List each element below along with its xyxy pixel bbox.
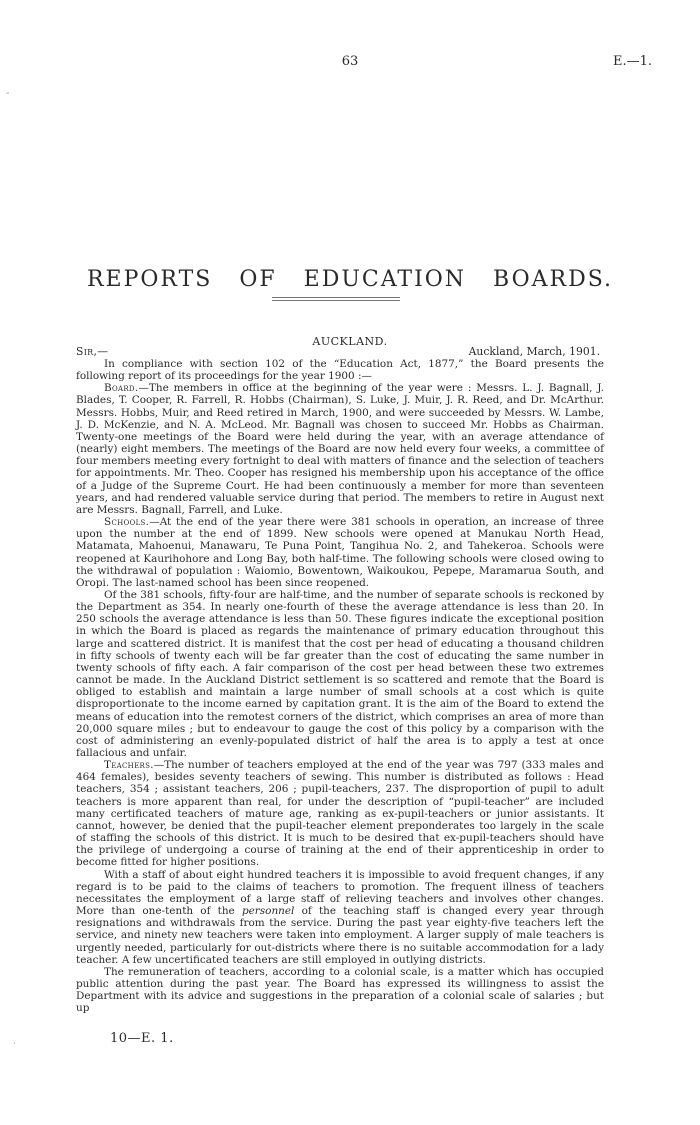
staff-italic: personnel xyxy=(241,905,295,918)
staff-paragraph xyxy=(76,869,604,966)
staff-text-a: With a staff of about eight hundred teachers it is impossible to avoid frequent changes, if any regard is to be paid to the claims of teachers to promotion. The frequent illness of teachers necessitates the employment of a large staff of relieving teachers and involves other changes. More than one-tenth of the xyxy=(76,868,604,918)
document-reference: E.—1. xyxy=(612,54,652,69)
salutation-line xyxy=(76,345,604,359)
teachers-text: —The number of teachers employed at the end of the year was 797 (333 males and 464 females), besides seventy teachers of sewing. This number is distributed as follows : Head teachers, 354 ; assistant teachers, 206 ; pupil-teachers, 237. The disproportion of pupil to adult teachers is more apparent than real, for under the description of “pupil-teacher” are included many certificated teachers of mature age, ranking as ex-pupil-teachers or junior assistants. It cannot, however, be denied that the pupil-teacher element preponderates too largely in the scale of staffing the schools of this district. It is much to be desired that ex-pupil-teachers should have the privilege of undergoing a course of training at the end of their apprenticeship in order to become fitted for higher positions. xyxy=(76,759,604,869)
title-rule xyxy=(272,300,400,301)
board-text: —The members in office at the beginning of the year were : Messrs. L. J. Bagnall, J. Blades, T. Cooper, R. Farrell, R. Hobbs (Chairman), S. Luke, J. Muir, J. R. Reed, and Dr. McArthur. Messrs. Hobbs, Muir, and Reed retired in March, 1900, and were succeeded by Messrs. W. Lambe, J. D. McKenzie, and N. A. McLeod. Mr. Bagnall was chosen to succeed Mr. Hobbs as Chairman. Twenty-one meetings of the Board were held during the year, with an average attendance of (nearly) eight members. The meetings of the Board are now held every four weeks, a committee of four members meeting every fortnight to deal with matters of finance and the selection of teachers for appointments. Mr. Theo. Cooper has resigned his membership upon his acceptance of the office of a Judge of the Supreme Court. He had been continuously a member for more than seventeen years, and had rendered valuable service during that period. The members to retire in August next are Messrs. Bagnall, Farrell, and Luke. xyxy=(76,382,604,516)
teachers-paragraph xyxy=(76,759,604,868)
board-paragraph xyxy=(76,382,604,516)
title-rule xyxy=(272,297,400,298)
section-heading: AUCKLAND. xyxy=(312,335,388,348)
report-body xyxy=(76,358,604,1014)
schools-text: —At the end of the year there were 381 schools in operation, an increase of three upon the number at the end of 1899. New schools were opened at Manukau North Head, Matamata, Mahoenui, Manawaru, Te Puna Point, Tangihua No. 2, and Tahekeroa. Schools were reopened at Kaurihohore and Long Bay, both half-time. The following schools were closed owing to the withdrawal of population : Waiomio, Bowentown, Waikoukou, Pepepe, Maramarua South, and Oropi. The last-named school has been since reopened. xyxy=(76,516,604,589)
dateline: Auckland, March, 1901. xyxy=(468,345,600,358)
schools-label: Schools. xyxy=(104,516,150,529)
margin-mark: ‐ xyxy=(6,88,10,99)
salutation: Sir,— xyxy=(76,345,109,358)
intro-paragraph: In compliance with section 102 of the “Education Act, 1877,” the Board presents the following report of its proceedings for the year 1900 :— xyxy=(76,358,604,383)
footer-signature: 10—E. 1. xyxy=(110,1031,174,1046)
teachers-label: Teachers. xyxy=(104,759,154,772)
page-number: 63 xyxy=(341,54,359,69)
remuneration-paragraph: The remuneration of teachers, according to a colonial scale, is a matter which has occupied public attention during the past year. The Board has expressed its willingness to assist the Department with its advice and suggestions in the preparation of a colonial scale of salaries ; but up xyxy=(76,965,604,1015)
staff-text-b: of the teaching staff is changed every year through resignations and withdrawals from the service. During the past year eighty-five teachers left the service, and ninety new teachers were taken into employment. A larger supply of male teachers is urgently needed, particularly for out-districts where there is no suitable accommodation for a lady teacher. A few uncertificated teachers are still employed in outlying districts. xyxy=(76,905,604,966)
board-label: Board. xyxy=(104,382,139,395)
halftime-paragraph: Of the 381 schools, fifty-four are half-time, and the number of separate schools is reckoned by the Department as 354. In nearly one-fourth of these the average attendance is less than 20. In 250 schools the average attendance is less than 50. These figures indicate the exceptional position in which the Board is placed as regards the maintenance of primary education throughout this large and scattered district. It is manifest that the cost per head of educating a thousand children in fifty schools of twenty each will be far greater than the cost of educating the same number in twenty schools of fifty each. A fair comparison of the cost per head between these two extremes cannot be made. In the Auckland District settlement is so scattered and remote that the Board is obliged to establish and maintain a large number of small schools at a cost which is quite disproportionate to the income earned by capitation grant. It is the aim of the Board to extend the means of education into the remotest corners of the district, which comprises an area of more than 20,000 square miles ; but to endeavour to gauge the cost of this policy by a comparison with the cost of administering an evenly-populated district of half the area is to apply a test at once fallacious and unfair. xyxy=(76,588,604,759)
schools-paragraph xyxy=(76,516,604,589)
margin-mark: ˙ xyxy=(12,1042,17,1053)
page-title: REPORTS OF EDUCATION BOARDS. xyxy=(86,266,614,292)
